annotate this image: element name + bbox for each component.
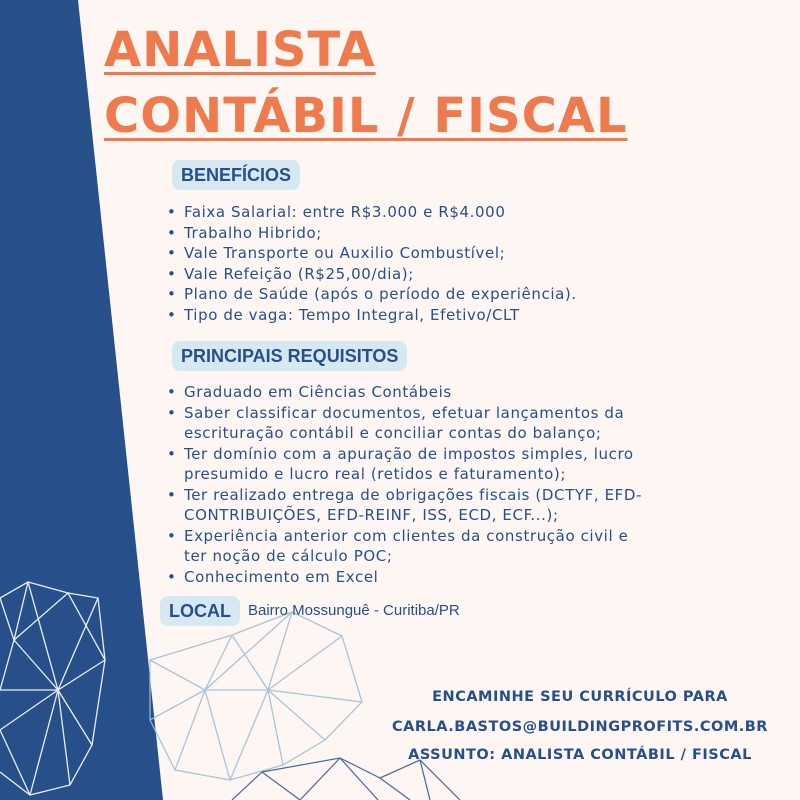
beneficios-heading: BENEFÍCIOS [172, 160, 300, 190]
geometric-network-center [150, 612, 362, 780]
list-item: • Vale Transporte ou Auxilio Combustível; [166, 243, 786, 264]
beneficios-list [166, 202, 786, 325]
list-item: • Faixa Salarial: entre R$3.000 e R$4.000 [166, 202, 786, 223]
list-item: • Ter domínio com a apuração de impostos simples, lucro presumido e lucro real (retidos e faturamento); [166, 444, 786, 485]
list-item: • Graduado em Ciências Contábeis [166, 382, 786, 403]
requisitos-list [166, 382, 786, 587]
list-item: • Saber classificar documentos, efetuar lançamentos da escrituração contábil e conciliar contas do balanço; [166, 403, 786, 444]
requisitos-heading: PRINCIPAIS REQUISITOS [172, 341, 407, 371]
list-item: • Plano de Saúde (após o período de experiência). [166, 284, 786, 305]
job-title-line-1: ANALISTA [104, 22, 376, 78]
list-item: • Vale Refeição (R$25,00/dia); [166, 264, 786, 285]
local-heading: LOCAL [160, 596, 240, 626]
list-item: • Experiência anterior com clientes da construção civil e ter noção de cálculo POC; [166, 526, 786, 567]
list-item: • Conhecimento em Excel [166, 567, 786, 588]
email-subject: ASSUNTO: ANALISTA CONTÁBIL / FISCAL [408, 747, 752, 763]
footer-instruction: ENCAMINHE SEU CURRÍCULO PARA [432, 689, 728, 705]
list-item: • Tipo de vaga: Tempo Integral, Efetivo/CLT [166, 305, 786, 326]
local-address: Bairro Mossunguê - Curitiba/PR [248, 602, 460, 619]
list-item: • Ter realizado entrega de obrigações fiscais (DCTYF, EFD- CONTRIBUIÇÕES, EFD-REINF, ISS, ECD, ECF...); [166, 485, 786, 526]
contact-email[interactable]: CARLA.BASTOS@BUILDINGPROFITS.COM.BR [392, 719, 768, 735]
job-title-line-2: CONTÁBIL / FISCAL [104, 88, 628, 144]
list-item: • Trabalho Hibrido; [166, 223, 786, 244]
geometric-network-bottom [232, 758, 460, 800]
